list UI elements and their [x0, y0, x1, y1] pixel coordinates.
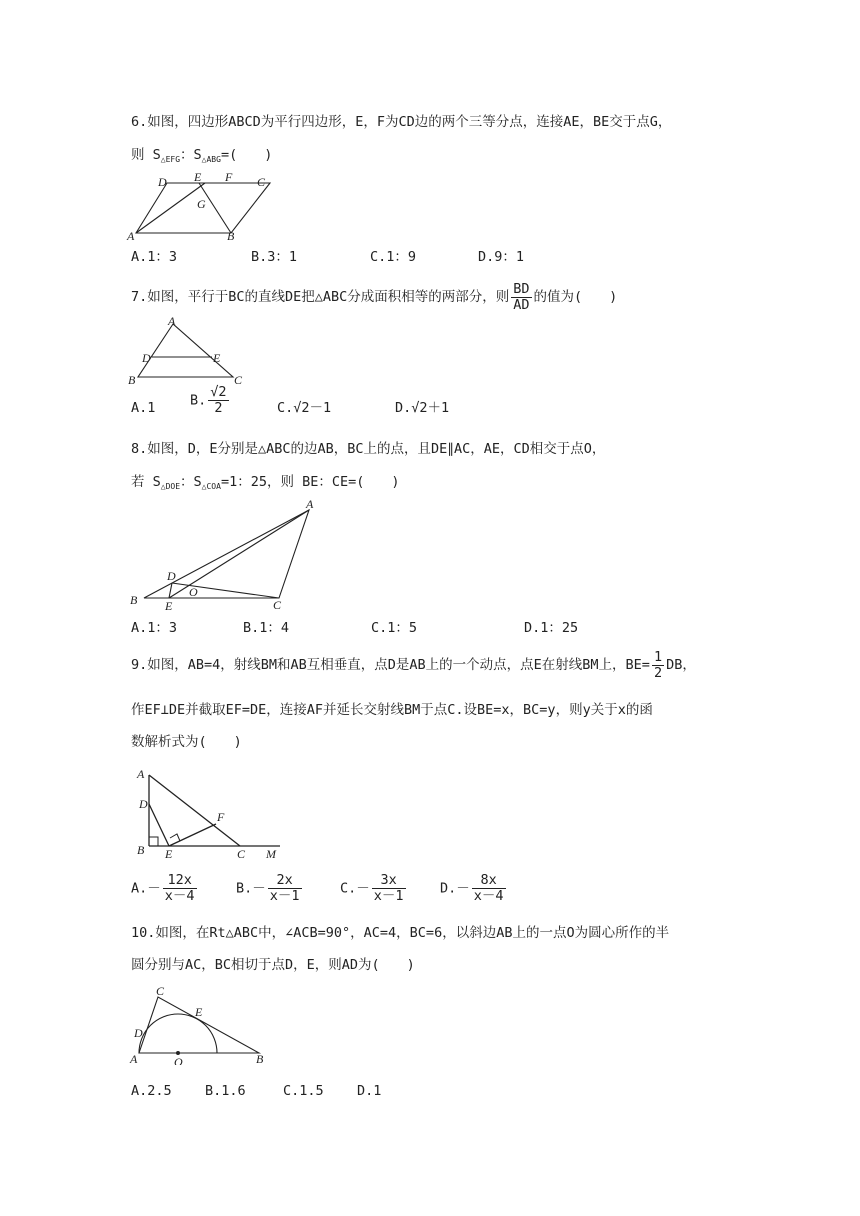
q9-option-d[interactable]	[440, 873, 508, 904]
q8-text: 若 S	[131, 474, 161, 490]
q9-option-a-prefix: A.－	[131, 880, 161, 897]
q7-label-a: A	[168, 314, 176, 328]
q6-sub1: △EFG	[160, 155, 181, 164]
q8-text: =1：25，则 BE：CE=( )	[220, 474, 400, 490]
q9-stem-line3: 数解析式为( )	[131, 734, 242, 750]
q10-option-b[interactable]: B.1.6	[205, 1083, 246, 1099]
q9-option-a-den: x－4	[164, 888, 195, 904]
q9-option-b-prefix: B.－	[236, 880, 266, 897]
q9-option-d-num: 8x	[472, 873, 506, 889]
q7-frac-den: AD	[513, 296, 530, 313]
q9-label-f: F	[217, 810, 225, 824]
q7-label-c: C	[234, 373, 243, 387]
q7-option-b[interactable]	[190, 385, 231, 416]
q7-stem	[131, 280, 617, 314]
q9-option-d-fraction	[472, 873, 506, 904]
q8-sub2: △COA	[201, 482, 221, 491]
q9-option-c[interactable]	[340, 873, 408, 904]
q7-text: 的值为( )	[533, 289, 618, 305]
q9-option-c-prefix: C.－	[340, 880, 370, 897]
q6-option-b[interactable]: B.3：1	[251, 249, 298, 265]
q9-stem-line2: 作EF⊥DE并截取EF=DE，连接AF并延长交射线BM于点C.设BE=x，BC=y，则y关于x的函	[131, 702, 653, 718]
q8-label-e: E	[165, 599, 173, 612]
q6-figure-parallelogram	[125, 170, 285, 242]
q8-label-a: A	[306, 497, 314, 511]
q7-option-a[interactable]: A.1	[131, 400, 156, 416]
q7-figure-triangle	[125, 314, 250, 390]
q10-label-o: O	[174, 1055, 183, 1065]
q8-stem-line1: 8.如图，D，E分别是△ABC的边AB，BC上的点，且DE∥AC，AE，CD相交于点O，	[131, 441, 606, 457]
q6-label-g: G	[197, 197, 206, 211]
q10-option-d[interactable]: D.1	[357, 1083, 382, 1099]
q9-label-e: E	[165, 847, 173, 861]
q9-label-d: D	[139, 797, 148, 811]
q7-option-b-fraction	[208, 385, 228, 416]
q7-label-b: B	[128, 373, 136, 387]
q6-label-b: B	[227, 229, 235, 242]
q9-option-b-den: x－1	[269, 888, 300, 904]
q10-figure	[125, 983, 275, 1065]
q9-stem-line1	[131, 648, 696, 682]
q6-text: ：S	[180, 147, 202, 163]
q9-option-c-num: 3x	[372, 873, 406, 889]
q7-text: 7.如图，平行于BC的直线DE把△ABC分成面积相等的两部分，则	[131, 289, 510, 305]
q9-figure	[125, 762, 295, 862]
q9-frac-den: 2	[653, 664, 663, 681]
q7-option-b-prefix: B.	[190, 392, 207, 409]
q9-frac-num: 1	[653, 648, 663, 665]
q6-label-e: E	[194, 170, 202, 184]
q9-label-c: C	[237, 847, 246, 861]
q7-label-d: D	[142, 351, 151, 365]
q10-label-b: B	[256, 1052, 264, 1065]
q6-option-d[interactable]: D.9：1	[478, 249, 525, 265]
q6-text: =( )	[220, 147, 273, 163]
q8-option-b[interactable]: B.1：4	[243, 620, 290, 636]
q8-stem-line2	[131, 474, 399, 495]
q9-text: DB，	[666, 657, 696, 673]
q8-option-a[interactable]: A.1：3	[131, 620, 178, 636]
q10-label-e: E	[195, 1005, 203, 1019]
q8-option-c[interactable]: C.1：5	[371, 620, 418, 636]
q6-stem-line1: 6.如图，四边形ABCD为平行四边形，E，F为CD边的两个三等分点，连接AE，BE交于点G，	[131, 114, 672, 130]
q10-label-d: D	[134, 1026, 143, 1040]
q9-option-a[interactable]	[131, 873, 199, 904]
q10-stem-line1: 10.如图，在Rt△ABC中，∠ACB=90°，AC=4，BC=6，以斜边AB上的一点O为圆心所作的半	[131, 925, 670, 941]
q10-stem-line2: 圆分别与AC，BC相切于点D，E，则AD为( )	[131, 957, 415, 973]
q9-option-b-fraction	[268, 873, 302, 904]
q9-label-a: A	[137, 767, 145, 781]
q9-option-c-den: x－1	[373, 888, 404, 904]
q6-label-c: C	[257, 175, 266, 189]
q8-sub1: △DOE	[160, 482, 181, 491]
q7-option-b-den: 2	[214, 400, 223, 416]
q9-label-m: M	[266, 847, 276, 861]
q6-sub2: △ABG	[201, 155, 221, 164]
q9-text: 9.如图，AB=4，射线BM和AB互相垂直，点D是AB上的一个动点，点E在射线BM上，BE=	[131, 657, 650, 673]
q7-frac-num: BD	[513, 280, 530, 297]
q7-option-c[interactable]: C.√2－1	[277, 400, 332, 416]
q9-option-b-num: 2x	[268, 873, 302, 889]
q8-text: ：S	[180, 474, 202, 490]
q9-option-d-prefix: D.－	[440, 880, 470, 897]
q10-label-c: C	[156, 984, 165, 998]
q6-stem-line2	[131, 147, 272, 168]
q9-option-d-den: x－4	[473, 888, 504, 904]
q6-option-a[interactable]: A.1：3	[131, 249, 178, 265]
q9-option-a-num: 12x	[163, 873, 197, 889]
q7-option-b-num: √2	[210, 384, 227, 400]
q6-label-d: D	[158, 175, 167, 189]
q7-option-d[interactable]: D.√2＋1	[395, 400, 450, 416]
q9-option-c-fraction	[372, 873, 406, 904]
q6-label-a: A	[127, 229, 135, 242]
q10-label-a: A	[130, 1052, 138, 1065]
q9-label-b: B	[137, 843, 145, 857]
q6-label-f: F	[225, 170, 233, 184]
q7-label-e: E	[213, 351, 221, 365]
q7-fraction-bd-ad	[511, 282, 531, 313]
q9-option-b[interactable]	[236, 873, 304, 904]
q8-option-d[interactable]: D.1：25	[524, 620, 579, 636]
q8-label-o: O	[189, 585, 198, 599]
q8-label-c: C	[273, 598, 282, 612]
q8-label-d: D	[167, 569, 176, 583]
q9-option-a-fraction	[163, 873, 197, 904]
q6-text: 则 S	[131, 147, 161, 163]
q6-option-c[interactable]: C.1：9	[370, 249, 417, 265]
q10-option-c[interactable]: C.1.5	[283, 1083, 324, 1099]
q8-label-b: B	[130, 593, 138, 607]
q10-option-a[interactable]: A.2.5	[131, 1083, 172, 1099]
q9-fraction-half	[652, 650, 664, 681]
q8-figure-triangle	[125, 494, 325, 612]
